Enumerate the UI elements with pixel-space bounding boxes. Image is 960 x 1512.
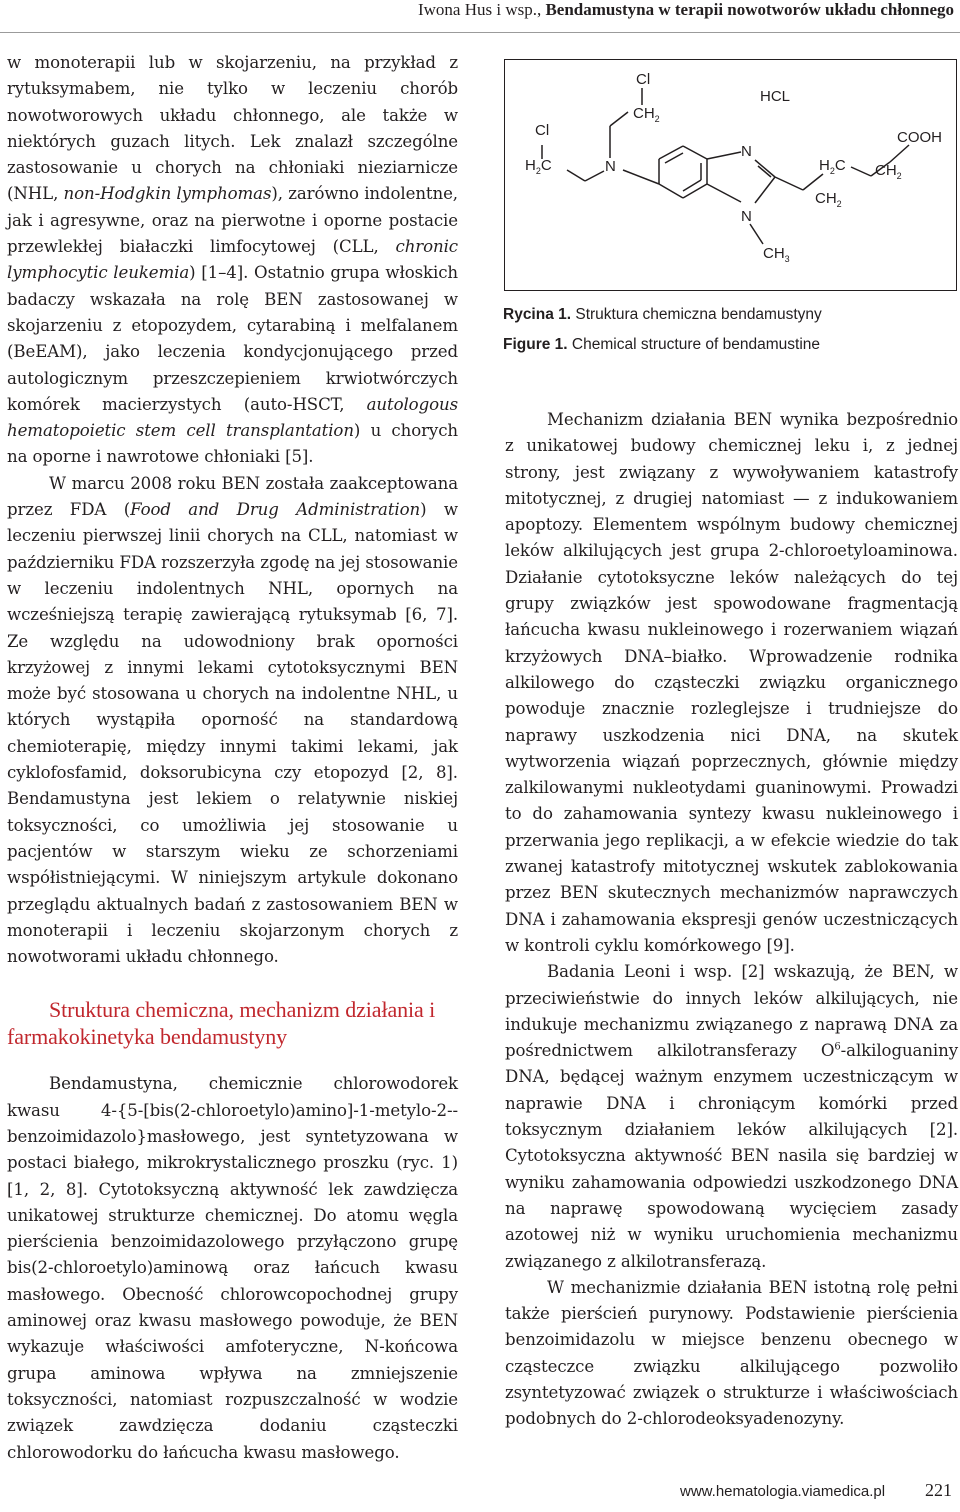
page-number: 221	[925, 1480, 952, 1500]
figure-caption-en: Figure 1. Chemical structure of bendamustine	[503, 336, 821, 353]
header-title: Bendamustyna w terapii nowotworów układu chłonnego	[545, 0, 954, 19]
structure-labels	[505, 60, 956, 290]
atom-h2c-chain: $H_2C$	[819, 157, 846, 176]
atom-n-ring-bottom: N	[741, 208, 752, 225]
paragraph-mechanism: Mechanizm działania BEN wynika bezpośrednio z unikatowej budowy chemicznej leku i, z jednej strony, jest związany z wywoływaniem katastrofy mitotycznej, z drugiej natomiast — z indukowaniem apoptozy. Elementem wspólnym budowy chemicznej leków alkilujących jest grupa 2-chloroetyloaminowa. Działanie cytotoksyczne leków należących do tej grupy związków jest spowodowane fragmentacją łańcucha kwasu nukleinowego i rozerwaniem wiązań krzyżowych DNA–białko. Wprowadzenie rodnika alkilowego do cząsteczki związku organicznego powoduje znacznie rozleglejsze i trudniejsze do naprawy uszkodzenia nici DNA, na skutek wytworzenia wiązań poprzecznych, głównie między zalkilowanymi nukleotydami guaninowymi. Prowadzi to do zahamowania syntezy kwasu nukleinowego i przerwania jego replikacji, a w efekcie wiedzie do tak zwanej katastrofy mitotycznej wskutek zablokowania przez BEN skutecznych mechanizmów naprawczych DNA i zahamowania ekspresji genów uczestniczących w kontroli cyklu komórkowego [9].	[505, 410, 958, 955]
atom-ch2-chain-mid: $CH_2$	[815, 190, 842, 209]
atom-h2c-left: $H_2C$	[525, 157, 552, 176]
atom-n-amine: N	[605, 158, 616, 175]
atom-ch3: $CH_3$	[763, 245, 790, 264]
paragraph-chemistry: Bendamustyna, chemicznie chlorowodorek kwasu 4-{5-[bis(2-chloroetylo)amino]-1-metylo-2--benzoimidazolo}masłowego, jest syntetyzowana w postaci białego, mikrokrystalicznego proszku (ryc. 1) [1, 2, 8]. Cytotoksyczną aktywność lek zawdzięcza unikatowej strukturze chemicznej. Do atomu węgla pierścienia benzoimidazolowego przyłączono grupę bis(2-chloroetylo)aminową oraz łańcuch kwasu masłowego. Obecność chlorowcopochodnej grupy aminowej oraz kwasu masłowego powoduje, że BEN wykazuje właściwości amfoteryczne, N-końcowa grupa aminowa wpływa na zmniejszenie toksyczności, natomiast rozpuszczalność w wodzie związek zawdzięcza dodaniu cząsteczki chlorowodorku do łańcucha kwasu masłowego.	[7, 1074, 458, 1462]
left-column	[7, 50, 458, 1466]
journal-url: www.hematologia.viamedica.pl	[680, 1483, 886, 1500]
chemical-structure-figure	[504, 59, 957, 291]
paragraph-leoni: Badania Leoni i wsp. [2] wskazują, że BEN, w przeciwieństwie do innych leków alkilujących, nie indukuje mechanizmu związanego z naprawą DNA za pośrednictwem alkilotransferazy $O^6$-alkiloguaniny DNA, będącej ważnym enzymem uczestniczącym w naprawie DNA i chroniącym komórki przed toksycznym działaniem leków alkilujących [2]. Cytotoksyczna aktywność BEN nasila się bardziej w wyniku zahamowania odpowiedzi uszkodzonego DNA na naprawę spowodowaną wycięciem zasady azotowej niż w wyniku uruchomienia mechanizmu związanego z alkilotransferazą.	[505, 962, 958, 1271]
atom-cl-left: Cl	[535, 122, 550, 139]
header-rule	[0, 32, 960, 33]
atom-n-ring-top: N	[741, 143, 752, 160]
hcl-label: HCL	[760, 88, 791, 105]
atom-cooh: COOH	[897, 129, 942, 146]
paragraph-purine: W mechanizmie działania BEN istotną rolę pełni także pierścień purynowy. Podstawienie pierścienia benzoimidazolu w miejsce benzenu obecnego w cząsteczce związku alkilującego pozwoliło zsyntetyzować związek o strukturze i właściwościach podobnych do 2-chlorodeoksyadenozyny.	[505, 1277, 958, 1429]
right-column	[505, 407, 958, 1433]
header-author: Iwona Hus i wsp.,	[417, 0, 542, 19]
running-header	[418, 0, 954, 20]
paragraph-fda: W marcu 2008 roku BEN została zaakceptowana przez FDA (Food and Drug Administration) w leczeniu pierwszej linii chorych na CLL, natomiast w październiku FDA rozszerzyła zgodę na jej stosowanie w leczeniu indolentnych NHL, opornych na wcześniejszą terapię zawierającą rytuksymab [6, 7]. Ze względu na udowodniony brak oporności krzyżowej z innymi lekami cytotoksycznymi BEN może być stosowana u chorych na indolentne NHL, u których wystąpiła oporność na standardową chemioterapię, między innymi takimi lekami, jak cyklofosfamid, doksorubicyna czy etopozyd [2, 8]. Bendamustyna jest lekiem o relatywnie niskiej toksyczności, co umożliwia jej stosowanie u pacjentów w starszym wieku ze schorzeniami współistniejącymi. W niniejszym artykule dokonano przeglądu aktualnych badań z zastosowaniem BEN w monoterapii i leczeniu skojarzonym chorych z nowotworami układu chłonnego.	[7, 473, 458, 967]
atom-ch2-top: $CH_2$	[633, 105, 660, 124]
figure-caption-pl: Rycina 1. Struktura chemiczna bendamustyny	[503, 306, 822, 323]
section-title: Struktura chemiczna, mechanizm działania i farmakokinetyka bendamustyny	[7, 997, 436, 1050]
paragraph-intro: w monoterapii lub w skojarzeniu, na przykład z rytuksymabem, nie tylko w leczeniu chorób nowotworowych układu chłonnego, ale także w niektórych guzach litych. Lek znalazł szczególne zastosowanie u chorych na chłoniaki nieziarnicze (NHL, non-Hodgkin lymphomas), zarówno indolentne, jak i agresywne, oraz na pierwotne i oporne postacie przewlekłej białaczki limfocytowej (CLL, chronic lymphocytic leukemia) [1–4]. Ostatnio grupa włoskich badaczy wskazała na rolę BEN zastosowanej w skojarzeniu z etopozydem, cytarabiną i melfalanem (BeEAM), jako leczenia kondycjonującego przed autologicznym przeszczepieniem krwiotwórczych komórek macierzystych (auto-HSCT, autologous hematopoietic stem cell transplantation) u chorych na oporne i nawrotowe chłoniaki [5].	[7, 53, 458, 467]
atom-cl-top: Cl	[636, 71, 651, 88]
atom-ch2-chain-right: $CH_2$	[875, 162, 902, 181]
